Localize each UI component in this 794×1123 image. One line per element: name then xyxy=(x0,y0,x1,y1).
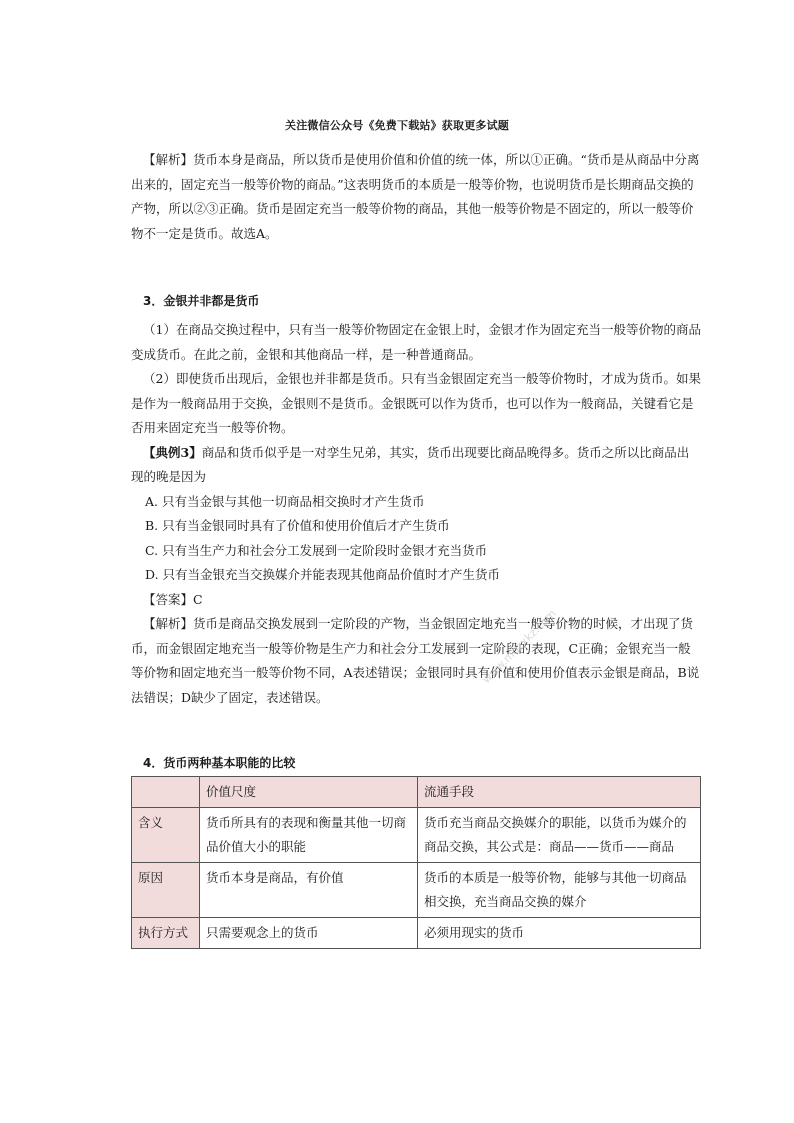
section-3-analysis: 【解析】货币是商品交换发展到一定阶段的产物，当金银固定地充当一般等价物的时候，才出现了货币，而金银固定地充当一般等价物是生产力和社会分工发展到一定阶段的表现，C正确；金银充当一般等价物和固定地充当一般等价物不同，A表述错误；金银同时具有价值和使用价值表示金银是商品，B说法错误；D缺少了固定，表述错误。 xyxy=(131,616,700,705)
table-cell: 执行方式 xyxy=(132,918,200,949)
example-3 xyxy=(131,441,701,490)
table-header-row xyxy=(132,777,701,808)
page-header: 关注微信公众号《免费下载站》获取更多试题 xyxy=(285,119,509,132)
table-row xyxy=(132,918,701,949)
table-cell: 只需要观念上的货币 xyxy=(200,918,418,949)
section-4 xyxy=(131,751,701,776)
analysis-paragraph-1 xyxy=(131,148,701,246)
table-header-cell: 流通手段 xyxy=(418,777,701,808)
analysis-text: 【解析】货币本身是商品，所以货币是使用价值和价值的统一体，所以①正确。“货币是从商品中分离出来的，固定充当一般等价物的商品。”这表明货币的本质是一般等价物，也说明货币是长期商品交换的产物，所以②③正确。货币是固定充当一般等价物的商品，其他一般等价物是不固定的，所以一般等价物不一定是货币。故选A。 xyxy=(131,152,700,241)
example-tag: 【典例3】 xyxy=(143,444,202,460)
table-row xyxy=(132,863,701,918)
section-3-body xyxy=(131,318,701,710)
comparison-table xyxy=(131,776,701,949)
table-cell: 货币所具有的表现和衡量其他一切商品价值大小的职能 xyxy=(200,808,418,863)
section-3-paragraph-2: （2）即使货币出现后，金银也并非都是货币。只有当金银固定充当一般等价物时，才成为货币。如果是作为一般商品用于交换，金银则不是货币。金银既可以作为货币，也可以作为一般商品，关键看它是否用来固定充当一般等价物。 xyxy=(131,371,701,435)
table-header-cell: 价值尺度 xyxy=(200,777,418,808)
example-text: 商品和货币似乎是一对孪生兄弟，其实，货币出现要比商品晚得多。货币之所以比商品出现的晚是因为 xyxy=(131,444,690,484)
table-cell: 货币的本质是一般等价物，能够与其他一切商品相交换，充当商品交换的媒介 xyxy=(418,863,701,918)
table-cell: 原因 xyxy=(132,863,200,918)
option-b: B. 只有当金银同时具有了价值和使用价值后才产生货币 xyxy=(145,518,450,533)
watermark: www.mdzxkz.com xyxy=(479,607,559,686)
table-header-cell xyxy=(132,777,200,808)
section-3-title: 3．金银并非都是货币 xyxy=(143,294,260,308)
table-cell: 货币本身是商品，有价值 xyxy=(200,863,418,918)
section-4-title: 4．货币两种基本职能的比较 xyxy=(143,756,296,770)
answer: 【答案】C xyxy=(143,591,203,607)
option-a: A. 只有当金银与其他一切商品相交换时才产生货币 xyxy=(145,493,425,509)
section-3-paragraph-1: （1）在商品交换过程中，只有当一般等价物固定在金银上时，金银才作为固定充当一般等价物的商品变成货币。在此之前，金银和其他商品一样，是一种普通商品。 xyxy=(131,322,701,362)
table-cell: 必须用现实的货币 xyxy=(418,918,701,949)
option-d: D. 只有当金银充当交换媒介并能表现其他商品价值时才产生货币 xyxy=(145,567,501,582)
table-cell: 货币充当商品交换媒介的职能，以货币为媒介的商品交换，其公式是：商品——货币——商品 xyxy=(418,808,701,863)
section-3 xyxy=(131,289,701,314)
table-row xyxy=(132,808,701,863)
table-cell: 含义 xyxy=(132,808,200,863)
option-c: C. 只有当生产力和社会分工发展到一定阶段时金银才充当货币 xyxy=(145,542,488,558)
